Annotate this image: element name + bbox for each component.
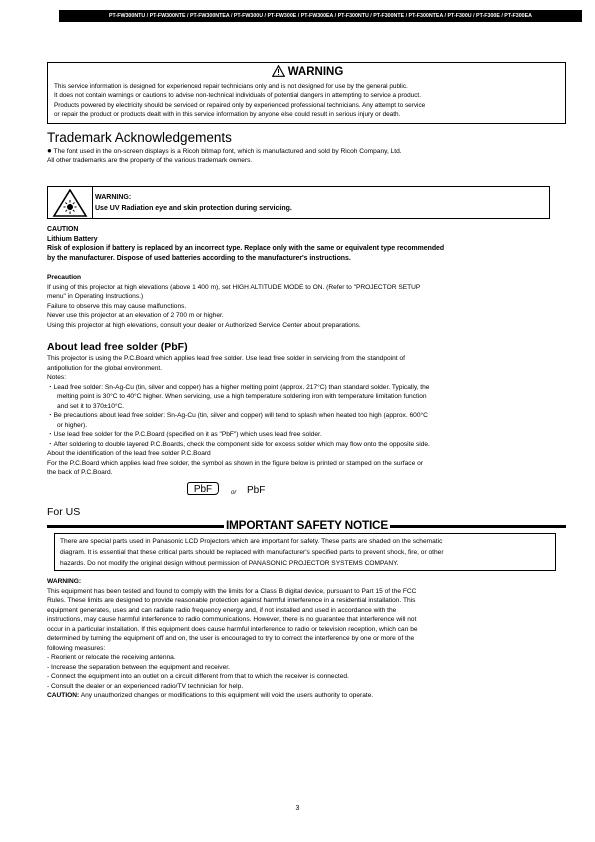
- safety-notice-line: diagram. It is essential that these critical parts should be replaced with manufacturer's specified parts to prevent shock, fire, or other: [60, 548, 444, 556]
- fcc-line: Rules. These limits are designed to provide reasonable protection against harmful interference in a residential installation. This: [47, 597, 416, 604]
- precaution-section: [47, 273, 567, 330]
- fcc-section: [47, 577, 572, 701]
- solder-line: or higher).: [57, 421, 88, 429]
- solder-line: About the identification of the lead free solder P.C.Board: [47, 450, 211, 457]
- fcc-line: - Increase the separation between the equipment and receiver.: [47, 663, 230, 671]
- fcc-line: equipment generates, uses and can radiate radio frequency energy and, if not installed and used in accordance with the: [47, 606, 397, 614]
- caution-line: Risk of explosion if battery is replaced by an incorrect type. Replace only with the same or equivalent type recommended: [47, 245, 445, 253]
- safety-notice-rule-right: [390, 525, 566, 528]
- warning-line: It does not contain warnings or cautions to advise non-technical individuals of potential dangers in attempting to service a product.: [54, 92, 421, 100]
- trademark-line: All other trademarks are the property of the various trademark owners.: [47, 157, 253, 165]
- warning-title-text: WARNING: [287, 66, 344, 78]
- uv-warning-body: Use UV Radiation eye and skin protection during servicing.: [95, 205, 292, 212]
- solder-section: [47, 354, 572, 478]
- service-warning-box: [47, 62, 566, 124]
- fcc-caution-label: CAUTION:: [47, 692, 80, 699]
- trademark-heading: Trademark Acknowledgements: [47, 130, 232, 145]
- solder-line: ・Use lead free solder for the P.C.Board (specified on it as "PbF") which uses lead free solder.: [47, 431, 322, 438]
- trademark-text: [47, 146, 567, 165]
- caution-line: Lithium Battery: [47, 235, 98, 243]
- precaution-line: Using this projector at high elevations, consult your dealer or Authorized Service Center about preparations.: [47, 321, 361, 329]
- precaution-title: Precaution: [47, 274, 82, 281]
- fcc-line: - Reorient or relocate the receiving antenna.: [47, 654, 176, 661]
- uv-box-divider: [92, 187, 93, 218]
- fcc-line: This equipment has been tested and found to comply with the limits for a Class B digital device, pursuant to Part 15 of the FCC: [47, 587, 417, 595]
- solder-line: melting point is 30°C to 40°C higher. When servicing, use a high temperature soldering iron with temperature limitation function: [57, 393, 427, 400]
- pbf-plain-text: PbF: [247, 485, 266, 496]
- battery-caution: [47, 225, 567, 263]
- fcc-line: - Consult the dealer or an experienced radio/TV technician for help.: [47, 682, 244, 690]
- uv-warning-box: [47, 186, 550, 219]
- warning-line: Products powered by electricity should be serviced or repaired only by experienced professional technicians. Any attempt to service: [54, 101, 426, 109]
- warning-line: This service information is designed for experienced repair technicians only and is not designed for use by the general public.: [54, 83, 408, 90]
- pbf-logo-icon: [186, 481, 220, 496]
- uv-warning-title: WARNING:: [95, 194, 132, 201]
- solder-line: the back of P.C.Board.: [47, 469, 113, 476]
- solder-line: ・Be precautions about lead free solder: Sn-Ag-Cu (tin, silver and copper) will tend to splash when heated too high (approx. 600°C: [47, 412, 428, 419]
- bullet-icon: ●: [47, 146, 52, 155]
- fcc-line: - Connect the equipment into an outlet on a circuit different from that to which the receiver is connected.: [47, 673, 349, 680]
- uv-hazard-icon: [52, 189, 88, 222]
- warning-title: [48, 65, 567, 78]
- caution-line: by the manufacturer. Dispose of used batteries according to the manufacturer's instructions.: [47, 254, 351, 262]
- solder-line: This projector is using the P.C.Board which applies lead free solder. Use lead free solder in servicing from the standpoint of: [47, 355, 405, 362]
- fcc-caution-text: Any unauthorized changes or modifications to this equipment will void the users authority to operate.: [79, 692, 374, 699]
- safety-notice-line: There are special parts used in Panasonic LCD Projectors which are important for safety. These parts are shaded on the schematic: [60, 538, 443, 545]
- model-header-bar: [59, 10, 582, 22]
- fcc-line: following measures:: [47, 644, 106, 652]
- warning-triangle-icon: [272, 65, 285, 77]
- fcc-title: WARNING:: [47, 578, 82, 585]
- solder-heading: About lead free solder (PbF): [47, 341, 188, 353]
- model-list: PT-FW300NTU / PT-FW300NTE / PT-FW300NTEA / PT-FW300U / PT-FW300E / PT-FW300EA / PT-F300NTU / PT-F300NTE / PT-F300NTEA / PT-F300U / PT-F300E / PT-F300EA: [109, 13, 532, 19]
- solder-line: ・Lead free solder: Sn-Ag-Cu (tin, silver and copper) has a higher melting point (approx. 217°C) than standard solder. Typically, the: [47, 383, 430, 391]
- caution-line: CAUTION: [47, 226, 79, 233]
- warning-line: or repair the product or products dealt with in this service information by anyone else could result in serious injury or death.: [54, 111, 401, 119]
- solder-line: For the P.C.Board which applies lead free solder, the symbol as shown in the figure below is printed or stamped on the surface or: [47, 459, 423, 467]
- solder-line: ・After soldering to double layered P.C.Boards, check the component side for excess solder which may flow onto the opposite side.: [47, 440, 430, 448]
- for-us-label: For US: [47, 506, 81, 518]
- safety-notice-text: [60, 537, 555, 569]
- fcc-line: determined by turning the equipment off and on, the user is encouraged to try to correct the interference by one or more of the: [47, 635, 415, 642]
- uv-warning-text: [95, 192, 292, 214]
- precaution-line: menu" in Operating Instructions.): [47, 293, 144, 300]
- fcc-line: occur in a particular installation. If this equipment does cause harmful interference to radio or television reception, which can be: [47, 625, 418, 633]
- safety-notice-rule-left: [47, 525, 224, 528]
- solder-line: Notes:: [47, 374, 67, 381]
- safety-notice-line: hazards. Do not modify the original design without permission of PANASONIC PROJECTOR SYSTEMS COMPANY.: [60, 559, 399, 567]
- trademark-line: The font used in the on-screen displays is a Ricoh bitmap font, which is manufactured and sold by Ricoh Company, Ltd.: [53, 148, 402, 155]
- pbf-or-text: or: [231, 490, 237, 496]
- safety-notice-box: [54, 533, 556, 571]
- fcc-caution: [47, 691, 572, 701]
- precaution-line: Never use this projector at an elevation of 2 700 m or higher.: [47, 312, 224, 319]
- warning-text: [54, 82, 564, 120]
- page-number: 3: [295, 805, 300, 812]
- fcc-line: instructions, may cause harmful interference to radio communications. However, there is no guarantee that interference will not: [47, 616, 417, 623]
- pbf-logo-text: PbF: [193, 484, 213, 495]
- solder-line: antipollution for the global environment.: [47, 364, 163, 372]
- precaution-line: Failure to observe this may cause malfunctions.: [47, 302, 187, 310]
- safety-notice-title: IMPORTANT SAFETY NOTICE: [225, 518, 389, 532]
- precaution-line: If using of this projector at high elevations (above 1 400 m), set HIGH ALTITUDE MODE to ON. (Refer to "PROJECTOR SETUP: [47, 283, 421, 291]
- solder-line: and set it to 370±10°C.: [57, 402, 125, 410]
